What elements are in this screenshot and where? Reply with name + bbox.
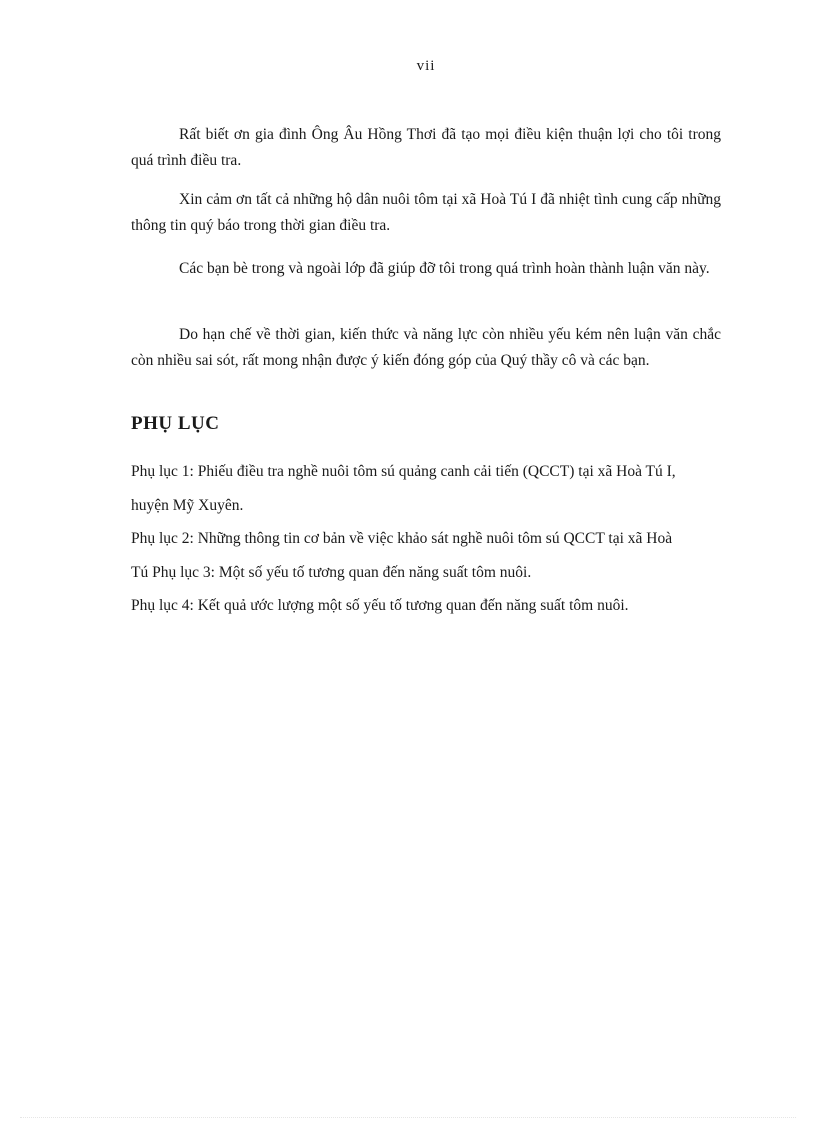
appendix-line-3: Phụ lục 2: Những thông tin cơ bản về việc khảo sát nghề nuôi tôm sú QCCT tại xã Hoà: [131, 530, 673, 547]
appendix-line-4: Tú Phụ lục 3: Một số yếu tố tương quan đến năng suất tôm nuôi.: [131, 564, 532, 581]
appendix-heading: PHỤ LỤC: [131, 413, 220, 434]
bottom-rule: [20, 1117, 796, 1118]
paragraph-limitations: Do hạn chế về thời gian, kiến thức và năng lực còn nhiều yếu kém nên luận văn chắc còn nhiều sai sót, rất mong nhận được ý kiến đóng góp của Quý thầy cô và các bạn.: [131, 326, 721, 369]
appendix-line-2: huyện Mỹ Xuyên.: [131, 497, 244, 514]
paragraph-acknowledgement-friends: Các bạn bè trong và ngoài lớp đã giúp đỡ tôi trong quá trình hoàn thành luận văn này.: [179, 260, 710, 277]
page-number: vii: [416, 58, 436, 74]
paragraph-acknowledgement-households: Xin cảm ơn tất cả những hộ dân nuôi tôm tại xã Hoà Tú I đã nhiệt tình cung cấp những thông tin quý báo trong thời gian điều tra.: [131, 191, 721, 234]
appendix-line-1: Phụ lục 1: Phiếu điều tra nghề nuôi tôm sú quảng canh cải tiến (QCCT) tại xã Hoà Tú I,: [131, 463, 676, 480]
appendix-line-5: Phụ lục 4: Kết quả ước lượng một số yếu tố tương quan đến năng suất tôm nuôi.: [131, 597, 629, 614]
paragraph-acknowledgement-family: Rất biết ơn gia đình Ông Âu Hồng Thơi đã tạo mọi điều kiện thuận lợi cho tôi trong quá trình điều tra.: [131, 126, 721, 169]
